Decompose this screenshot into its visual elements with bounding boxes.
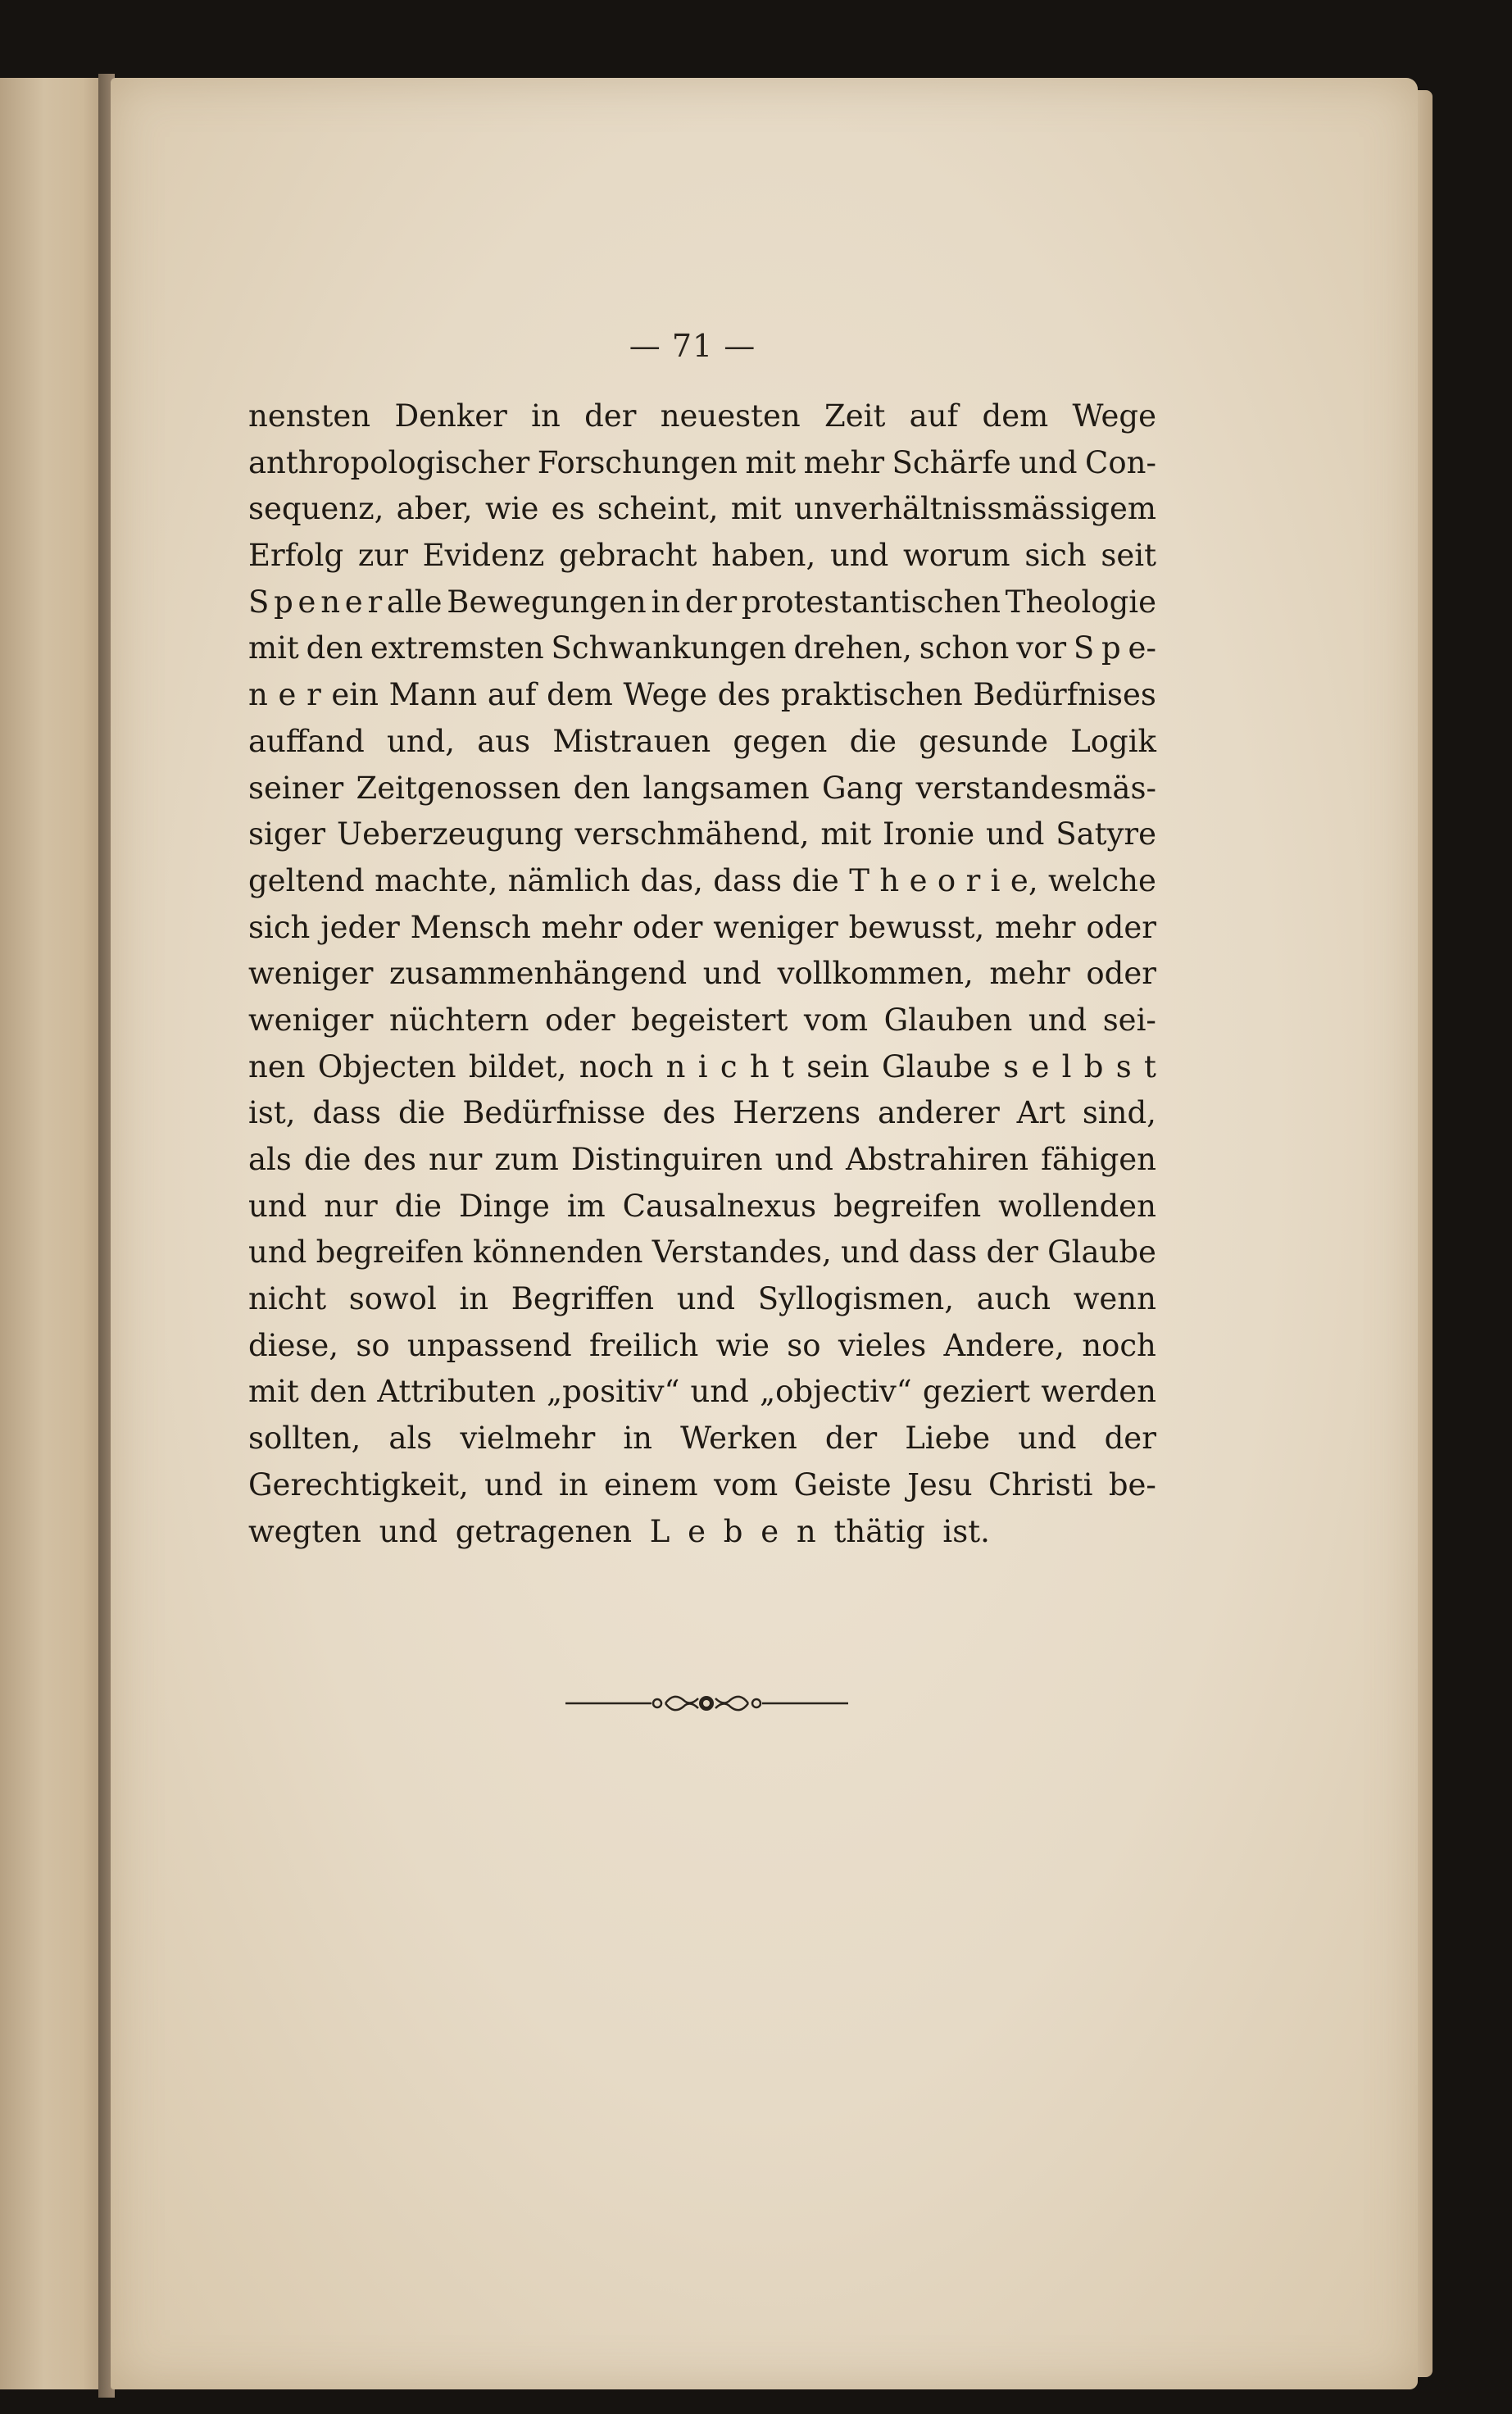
text-line: auffand und, aus Mistrauen gegen die gesunde Logik — [248, 723, 1156, 759]
text-line: wegten und getragenen L e b e n thätig ist. — [248, 1513, 990, 1549]
text-line: ist, dass die Bedürfnisse des Herzens anderer Art sind, — [248, 1095, 1156, 1131]
previous-page-edge — [0, 78, 111, 2389]
text-line: S p e n e r alle Bewegungen in der protestantischen Theologie — [248, 584, 1156, 620]
text-line: mit den extremsten Schwankungen drehen, schon vor S p e- — [248, 630, 1156, 666]
text-line: und nur die Dinge im Causalnexus begreifen wollenden — [248, 1188, 1156, 1224]
text-line: nensten Denker in der neuesten Zeit auf dem Wege — [248, 398, 1156, 434]
text-line: diese, so unpassend freilich wie so vieles Andere, noch — [248, 1327, 1156, 1363]
text-line: Erfolg zur Evidenz gebracht haben, und worum sich seit — [248, 538, 1156, 574]
text-line: siger Ueberzeugung verschmähend, mit Ironie und Satyre — [248, 816, 1156, 852]
page-number: — 71 — — [629, 328, 756, 364]
text-line: und begreifen könnenden Verstandes, und dass der Glaube — [248, 1234, 1156, 1271]
text-line: sollten, als vielmehr in Werken der Liebe und der — [248, 1421, 1156, 1457]
text-line: n e r ein Mann auf dem Wege des praktischen Bedürfnises — [248, 677, 1156, 713]
text-line: weniger zusammenhängend und vollkommen, mehr oder — [248, 956, 1156, 992]
text-line: als die des nur zum Distinguiren und Abstrahiren fähigen — [248, 1142, 1156, 1177]
text-line: weniger nüchtern oder begeistert vom Glauben und sei- — [248, 1002, 1156, 1038]
text-line: nicht sowol in Begriffen und Syllogismen, auch wenn — [248, 1281, 1156, 1317]
text-line: mit den Attributen „positiv“ und „objectiv“ geziert werden — [248, 1374, 1156, 1410]
text-line: sich jeder Mensch mehr oder weniger bewusst, mehr oder — [248, 909, 1156, 945]
text-line: seiner Zeitgenossen den langsamen Gang verstandesmäs- — [248, 770, 1156, 806]
text-line: geltend machte, nämlich das, dass die T h e o r i e, welche — [248, 862, 1156, 898]
text-line: Gerechtigkeit, und in einem vom Geiste Jesu Christi be- — [248, 1466, 1156, 1502]
text-line: sequenz, aber, wie es scheint, mit unverhältnissmässigem — [248, 491, 1156, 527]
text-line: anthropologischer Forschungen mit mehr Schärfe und Con- — [248, 444, 1156, 480]
printers-ornament-icon — [565, 1687, 848, 1720]
text-line: nen Objecten bildet, noch n i c h t sein Glaube s e l b s t — [248, 1048, 1156, 1084]
body-text — [248, 393, 1156, 1555]
